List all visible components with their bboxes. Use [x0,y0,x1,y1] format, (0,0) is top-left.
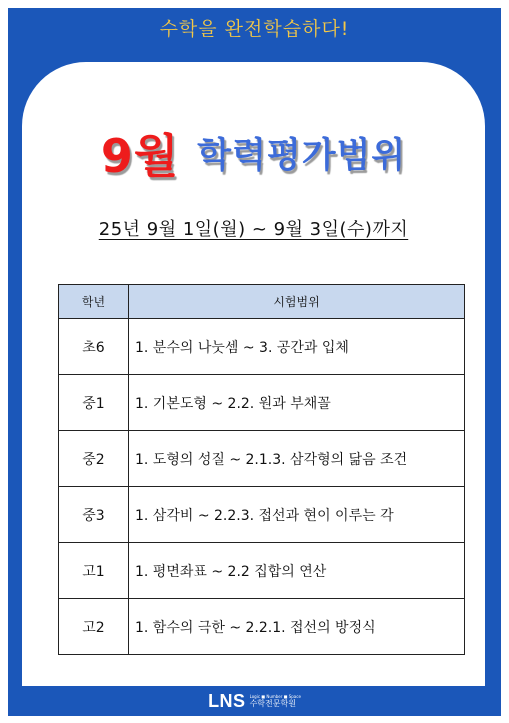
logo-mark: LNS [208,690,246,711]
table-row [59,599,465,655]
logo-text [250,695,301,708]
title-main: 학력평가범위 [197,136,407,176]
scope-cell: 1. 삼각비 ~ 2.2.3. 접선과 현이 이루는 각 [129,487,465,543]
table-row [59,487,465,543]
grade-cell: 중1 [59,375,129,431]
logo-tagline: Logic ■ Number ■ Space [249,693,301,699]
poster-frame [8,8,501,716]
scope-cell: 1. 평면좌표 ~ 2.2 집합의 연산 [129,543,465,599]
table-row [59,319,465,375]
scope-cell: 1. 도형의 성질 ~ 2.1.3. 삼각형의 닮음 조건 [129,431,465,487]
slogan: 수학을 완전학습하다! [159,18,350,40]
title-month: 9월 [100,129,180,183]
table-header-row [59,285,465,319]
table-row [59,431,465,487]
column-header-scope: 시험범위 [129,285,465,319]
content-card [22,62,485,686]
grade-cell: 중2 [59,431,129,487]
grade-cell: 초6 [59,319,129,375]
column-header-grade: 학년 [59,285,129,319]
table-row [59,375,465,431]
scope-cell: 1. 함수의 극한 ~ 2.2.1. 접선의 방정식 [129,599,465,655]
poster-title [22,120,485,186]
grade-cell: 중3 [59,487,129,543]
scope-cell: 1. 기본도형 ~ 2.2. 원과 부채꼴 [129,375,465,431]
logo-academy-name: 수학전문학원 [249,698,296,708]
scope-cell: 1. 분수의 나눗셈 ~ 3. 공간과 입체 [129,319,465,375]
academy-logo [8,686,501,716]
exam-range-table [58,284,465,655]
grade-cell: 고1 [59,543,129,599]
table-row [59,543,465,599]
grade-cell: 고2 [59,599,129,655]
date-range: 25년 9월 1일(월) ~ 9월 3일(수)까지 [98,219,409,240]
